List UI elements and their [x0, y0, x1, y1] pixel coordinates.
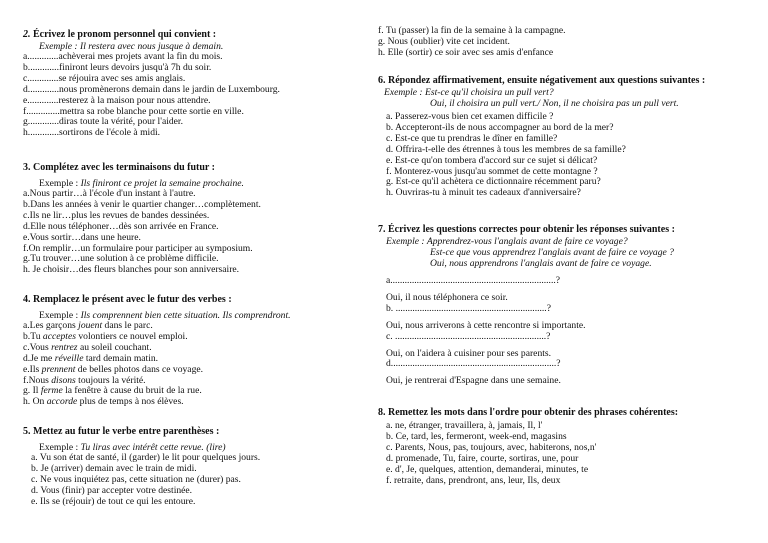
list-item: f. Monterez-vous jusqu'au sommet de cette montagne ? — [386, 165, 598, 177]
exercise-5-example: Exemple : Tu liras avec intérêt cette revue. (lire) — [39, 442, 226, 453]
list-item: c. Est-ce que tu prendras le dîner en famille? — [386, 132, 558, 144]
list-item: c.Vous rentrez au soleil couchant. — [23, 341, 152, 353]
list-item: a. Vu son état de santé, il (garder) le lit pour quelques jours. — [31, 452, 261, 463]
list-item: Oui, on l'aidera à cuisiner pour ses parents. — [386, 347, 552, 359]
list-item: c. ...............................................................? — [386, 330, 551, 342]
list-item: h. Elle (sortir) ce soir avec ses amis d'enfance — [378, 46, 554, 58]
list-item: a. ne, étranger, travaillera, à, jamais, Il, l' — [386, 420, 543, 431]
list-item: g.Tu trouver…une solution à ce problème difficile. — [23, 253, 219, 265]
list-item: a. Passerez-vous bien cet examen difficile ? — [386, 111, 554, 122]
list-item: b. Accepteront-ils de nous accompagner au bord de la mer? — [386, 121, 614, 133]
list-item: d.Elle nous téléphoner…dès son arrivée en France. — [23, 220, 219, 232]
list-item: f. Tu (passer) la fin de la semaine à la campagne. — [378, 25, 566, 36]
exercise-7-example-answer: Oui, nous apprendrons l'anglais avant de faire ce voyage. — [430, 258, 652, 269]
exercise-4 — [23, 294, 363, 408]
list-item: f.On remplir…un formulaire pour participer au symposium. — [23, 242, 253, 254]
list-item: c. Ne vous inquiétez pas, cette situation ne (durer) pas. — [31, 473, 241, 485]
list-item: e.............resterez à la maison pour nous attendre. — [23, 94, 211, 106]
list-item: h. Je choisir…des fleurs blanches pour son anniversaire. — [23, 264, 240, 276]
exercise-4-title: 4. Remplacez le présent avec le futur des verbes : — [23, 294, 232, 305]
list-item: d. Offrira-t-elle des étrennes à tous les membres de sa famille? — [386, 143, 626, 155]
list-item: a.Les garçons jouent dans le parc. — [23, 320, 153, 331]
list-item: f. retraite, dans, prendront, ans, leur, Ils, deux — [386, 474, 561, 486]
list-item: Oui, il nous téléphonera ce soir. — [386, 291, 508, 303]
list-item: e. d', Je, quelques, attention, demanderai, minutes, te — [386, 463, 589, 475]
list-item: d. promenade, Tu, faire, courte, sortiras, une, pour — [386, 452, 579, 464]
exercise-7-title: 7. Écrivez les questions correctes pour obtenir les réponses suivantes : — [378, 224, 675, 235]
list-item: b.Tu acceptes volontiers ce nouvel emploi. — [23, 330, 188, 342]
list-item: f.Nous disons toujours la vérité. — [23, 374, 146, 386]
list-item: e.Ils prennent de belles photos dans ce voyage. — [23, 363, 204, 375]
list-item: c.Ils ne lir…plus les revues de bandes dessinées. — [23, 209, 210, 221]
exercise-2-example: Exemple : Il restera avec nous jusque à demain. — [39, 41, 224, 52]
exercise-7 — [378, 224, 758, 387]
exercise-2-title: 2. Écrivez le pronom personnel qui convient : — [23, 29, 217, 40]
exercise-3-example: Exemple : Ils finiront ce projet la semaine prochaine. — [39, 178, 244, 189]
list-item: a.Nous partir…à l'école d'un instant à l'autre. — [23, 188, 196, 199]
list-item: a.............achèverai mes projets avant la fin du mois. — [23, 51, 223, 62]
exercise-7-example: Exemple : Apprendrez-vous l'anglais avant de faire ce voyage? — [386, 236, 628, 247]
list-item: Oui, je rentrerai d'Espagne dans une semaine. — [386, 375, 561, 387]
list-item: d.............nous promènerons demain dans le jardin de Luxembourg. — [23, 83, 280, 95]
exercise-8-title: 8. Remettez les mots dans l'ordre pour obtenir des phrases cohérentes: — [378, 407, 679, 418]
list-item: g.............diras toute la vérité, pour l'aider. — [23, 116, 183, 128]
exercise-6-example-answer: Oui, il choisira un pull vert./ Non, il ne choisira pas un pull vert. — [430, 98, 679, 109]
exercise-6 — [378, 75, 758, 199]
list-item: g. Est-ce qu'il achètera ce dictionnaire récemment paru? — [386, 176, 601, 188]
list-item: b. Je (arriver) demain avec le train de midi. — [31, 462, 197, 474]
list-item: c. Parents, Nous, pas, toujours, avec, habiterons, nos,n' — [386, 441, 597, 453]
list-item: b.Dans les années à venir le quartier changer…complètement. — [23, 198, 261, 210]
list-item: h. Ouvriras-tu à minuit tes cadeaux d'anniversaire? — [386, 187, 581, 199]
list-item: c.............se réjouira avec ses amis anglais. — [23, 72, 186, 84]
list-item: b. Ce, tard, les, fermeront, week-end, magasins — [386, 430, 567, 442]
exercise-3 — [23, 162, 363, 276]
exercise-6-example: Exemple : Est-ce qu'il choisira un pull vert? — [384, 87, 554, 98]
exercise-6-title: 6. Répondez affirmativement, ensuite négativement aux questions suivantes : — [378, 75, 706, 86]
exercise-5-title: 5. Mettez au futur le verbe entre parenthèses : — [23, 426, 220, 437]
exercise-5 — [23, 426, 363, 508]
exercise-8 — [378, 407, 758, 486]
list-item: d.Je me réveille tard demain matin. — [23, 352, 159, 364]
list-item: f..............mettra sa robe blanche pour cette sortie en ville. — [23, 105, 244, 117]
list-item: Oui, nous arriverons à cette rencontre si importante. — [386, 319, 586, 331]
list-item: d. Vous (finir) par accepter votre destinée. — [31, 484, 193, 496]
list-item: e. Ils se (réjouir) de tout ce qui les entoure. — [31, 495, 196, 507]
exercise-3-title: 3. Complétez avec les terminaisons du futur : — [23, 162, 216, 173]
list-item: h.............sortirons de l'école à midi. — [23, 127, 161, 139]
list-item: g. Nous (oublier) vite cet incident. — [378, 35, 510, 47]
list-item: b.............finiront leurs devoirs jusqu'à 7h du soir. — [23, 61, 212, 73]
exercise-7-example-question: Est-ce que vous apprendrez l'anglais avant de faire ce voyage ? — [430, 247, 674, 258]
exercise-4-example: Exemple : Ils comprennent bien cette situation. Ils comprendront. — [39, 310, 291, 321]
list-item: a.....................................................................? — [386, 275, 561, 286]
list-item: e. Est-ce qu'on tombera d'accord sur ce sujet si délicat? — [386, 154, 598, 166]
list-item: d.....................................................................? — [386, 358, 561, 370]
list-item: h. On accorde plus de temps à nos élèves. — [23, 396, 184, 408]
exercise-2 — [23, 29, 363, 139]
exercise-5-continued — [378, 26, 758, 59]
list-item: e.Vous sortir…dans une heure. — [23, 231, 141, 243]
list-item: b. ...............................................................? — [386, 302, 551, 314]
list-item: g. Il ferme la fenêtre à cause du bruit de la rue. — [23, 385, 202, 397]
